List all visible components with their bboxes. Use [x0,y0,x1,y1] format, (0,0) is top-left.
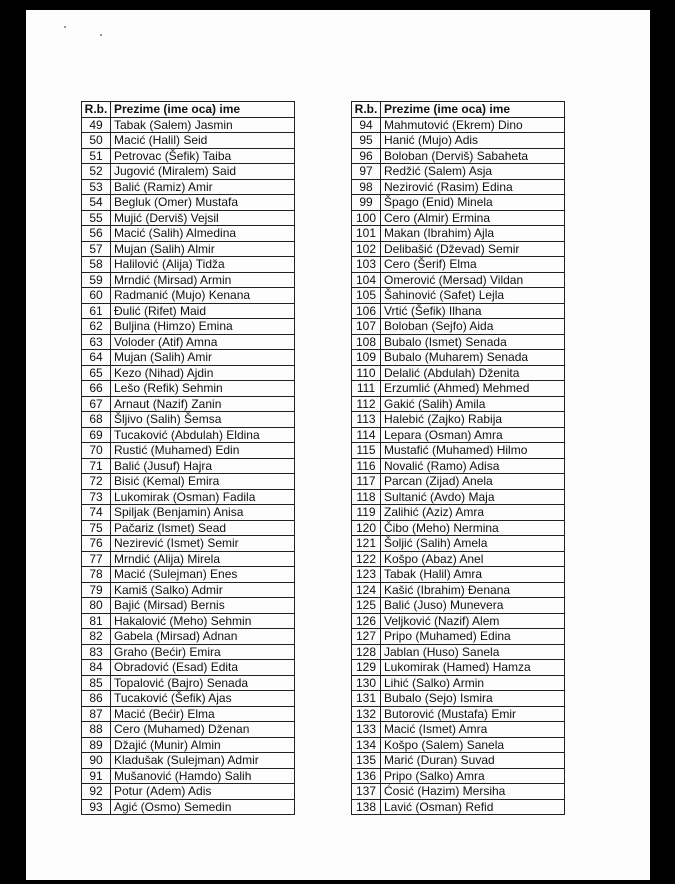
row-number: 96 [352,148,381,164]
row-number: 68 [82,412,111,428]
person-name: Lukomirak (Osman) Fadila [111,489,295,505]
person-name: Erzumlić (Ahmed) Mehmed [381,381,565,397]
row-number: 52 [82,164,111,180]
row-number: 57 [82,241,111,257]
person-name: Makan (Ibrahim) Ajla [381,226,565,242]
table-row [352,458,565,474]
person-name: Petrovac (Šefik) Taiba [111,148,295,164]
scan-speck [64,26,66,28]
person-name: Đulić (Rifet) Maid [111,303,295,319]
table-row [352,722,565,738]
person-name: Tabak (Salem) Jasmin [111,117,295,133]
person-name: Bubalo (Sejo) Ismira [381,691,565,707]
person-name: Cero (Šerif) Elma [381,257,565,273]
row-number: 97 [352,164,381,180]
row-number: 114 [352,427,381,443]
row-number: 108 [352,334,381,350]
person-name: Voloder (Atif) Amna [111,334,295,350]
table-row [352,675,565,691]
row-number: 91 [82,768,111,784]
person-name: Obradović (Esad) Edita [111,660,295,676]
row-number: 56 [82,226,111,242]
table-header-row [82,102,295,118]
row-number: 113 [352,412,381,428]
person-name: Balić (Jusuf) Hajra [111,458,295,474]
row-number: 79 [82,582,111,598]
table-row [352,737,565,753]
person-name: Ćosić (Hazim) Mersiha [381,784,565,800]
row-number: 131 [352,691,381,707]
person-name: Lešo (Refik) Sehmin [111,381,295,397]
row-number: 93 [82,799,111,815]
row-number: 118 [352,489,381,505]
person-name: Bubalo (Ismet) Senada [381,334,565,350]
table-row [82,303,295,319]
person-name: Tucaković (Abdulah) Eldina [111,427,295,443]
table-row [82,691,295,707]
person-name: Džajić (Munir) Almin [111,737,295,753]
person-name: Nezirević (Ismet) Semir [111,536,295,552]
table-row [82,427,295,443]
table-row [352,226,565,242]
person-name: Macić (Ismet) Amra [381,722,565,738]
person-name: Sultanić (Avdo) Maja [381,489,565,505]
person-name: Cero (Muhamed) Dženan [111,722,295,738]
row-number: 127 [352,629,381,645]
person-name: Butorović (Mustafa) Emir [381,706,565,722]
row-number: 73 [82,489,111,505]
row-number: 99 [352,195,381,211]
row-number: 94 [352,117,381,133]
row-number: 75 [82,520,111,536]
person-name: Halilović (Alija) Tidža [111,257,295,273]
row-number: 71 [82,458,111,474]
row-number: 76 [82,536,111,552]
table-row [82,722,295,738]
table-row [82,241,295,257]
table-row [82,319,295,335]
row-number: 104 [352,272,381,288]
table-row [82,737,295,753]
row-number: 69 [82,427,111,443]
row-number: 83 [82,644,111,660]
table-row [82,195,295,211]
person-name: Bisić (Kemal) Emira [111,474,295,490]
table-row [352,536,565,552]
row-number: 54 [82,195,111,211]
table-row [352,133,565,149]
table-row [82,288,295,304]
row-number: 136 [352,768,381,784]
person-name: Graho (Bećir) Emira [111,644,295,660]
table-row [82,629,295,645]
table-row [352,365,565,381]
person-name: Bubalo (Muharem) Senada [381,350,565,366]
row-number: 50 [82,133,111,149]
table-row [352,567,565,583]
person-name: Redžić (Salem) Asja [381,164,565,180]
table-row [352,660,565,676]
person-name: Vrtić (Šefik) Ilhana [381,303,565,319]
table-row [352,179,565,195]
person-name: Hanić (Mujo) Adis [381,133,565,149]
person-name: Macić (Bećir) Elma [111,706,295,722]
row-number: 55 [82,210,111,226]
table-row [82,520,295,536]
person-name: Macić (Salih) Almedina [111,226,295,242]
person-name: Boloban (Derviš) Sabaheta [381,148,565,164]
row-number: 106 [352,303,381,319]
row-number: 120 [352,520,381,536]
table-row [352,598,565,614]
person-name: Mujan (Salih) Amir [111,350,295,366]
person-name: Mrndić (Alija) Mirela [111,551,295,567]
person-name: Lihić (Salko) Armin [381,675,565,691]
scan-speck [100,34,102,36]
person-name: Tabak (Halil) Amra [381,567,565,583]
row-number: 65 [82,365,111,381]
row-number: 78 [82,567,111,583]
table-row [352,164,565,180]
table-row [352,334,565,350]
row-number: 121 [352,536,381,552]
row-number: 89 [82,737,111,753]
table-row [352,551,565,567]
person-name: Bajić (Mirsad) Bernis [111,598,295,614]
person-name: Špago (Enid) Minela [381,195,565,211]
table-row [352,210,565,226]
table-row [352,505,565,521]
table-row [82,396,295,412]
person-name: Agić (Osmo) Semedin [111,799,295,815]
row-number: 95 [352,133,381,149]
person-name: Pripo (Muhamed) Edina [381,629,565,645]
person-name: Mrndić (Mirsad) Armin [111,272,295,288]
table-row [352,629,565,645]
person-name: Kezo (Nihad) Ajdin [111,365,295,381]
person-name: Spiljak (Benjamin) Anisa [111,505,295,521]
row-number: 59 [82,272,111,288]
row-number: 115 [352,443,381,459]
row-number: 126 [352,613,381,629]
row-number: 122 [352,551,381,567]
row-number: 130 [352,675,381,691]
person-name: Mahmutović (Ekrem) Dino [381,117,565,133]
row-number: 86 [82,691,111,707]
row-number: 92 [82,784,111,800]
row-number: 129 [352,660,381,676]
row-number: 105 [352,288,381,304]
person-name: Čibo (Meho) Nermina [381,520,565,536]
person-name: Balić (Ramiz) Amir [111,179,295,195]
table-row [82,613,295,629]
name-header: Prezime (ime oca) ime [381,102,565,118]
table-row [82,164,295,180]
person-name: Macić (Halil) Seid [111,133,295,149]
person-name: Mujić (Derviš) Vejsil [111,210,295,226]
person-name: Pripo (Salko) Amra [381,768,565,784]
table-row [352,396,565,412]
table-row [352,706,565,722]
person-name: Delibašić (Dževad) Semir [381,241,565,257]
table-row [352,582,565,598]
table-row [82,133,295,149]
table-row [82,551,295,567]
row-number: 133 [352,722,381,738]
row-number: 124 [352,582,381,598]
person-name: Mušanović (Hamdo) Salih [111,768,295,784]
row-number: 82 [82,629,111,645]
table-row [82,412,295,428]
row-number: 117 [352,474,381,490]
row-number: 87 [82,706,111,722]
table-row [82,117,295,133]
row-number: 111 [352,381,381,397]
table-row [352,489,565,505]
table-row [82,675,295,691]
row-number: 138 [352,799,381,815]
row-number: 128 [352,644,381,660]
person-name: Kladušak (Sulejman) Admir [111,753,295,769]
row-number: 132 [352,706,381,722]
person-name: Šahinović (Safet) Lejla [381,288,565,304]
table-row [352,257,565,273]
person-name: Hakalović (Meho) Sehmin [111,613,295,629]
row-number: 102 [352,241,381,257]
table-row [82,706,295,722]
person-name: Lavić (Osman) Refid [381,799,565,815]
person-name: Macić (Sulejman) Enes [111,567,295,583]
row-number: 61 [82,303,111,319]
person-name: Veljković (Nazif) Alem [381,613,565,629]
row-number: 62 [82,319,111,335]
rb-header: R.b. [82,102,111,118]
table-row [352,288,565,304]
person-name: Košpo (Salem) Sanela [381,737,565,753]
row-number: 88 [82,722,111,738]
person-name: Pačariz (Ismet) Sead [111,520,295,536]
person-name: Cero (Almir) Ermina [381,210,565,226]
row-number: 74 [82,505,111,521]
table-row [82,567,295,583]
row-number: 100 [352,210,381,226]
person-name: Tucaković (Šefik) Ajas [111,691,295,707]
document-page [26,10,650,880]
row-number: 70 [82,443,111,459]
table-row [352,768,565,784]
roster-table-right [351,101,565,815]
table-header-row [352,102,565,118]
row-number: 103 [352,257,381,273]
person-name: Novalić (Ramo) Adisa [381,458,565,474]
person-name: Jablan (Huso) Sanela [381,644,565,660]
person-name: Radmanić (Mujo) Kenana [111,288,295,304]
row-number: 98 [352,179,381,195]
table-row [352,443,565,459]
row-number: 116 [352,458,381,474]
table-row [352,117,565,133]
table-row [352,613,565,629]
row-number: 90 [82,753,111,769]
row-number: 81 [82,613,111,629]
table-row [82,350,295,366]
person-name: Gabela (Mirsad) Adnan [111,629,295,645]
table-row [352,427,565,443]
row-number: 80 [82,598,111,614]
roster-table-left [81,101,295,815]
person-name: Rustić (Muhamed) Edin [111,443,295,459]
table-row [82,365,295,381]
table-row [352,148,565,164]
person-name: Gakić (Salih) Amila [381,396,565,412]
row-number: 84 [82,660,111,676]
person-name: Jugović (Miralem) Said [111,164,295,180]
row-number: 101 [352,226,381,242]
row-number: 53 [82,179,111,195]
table-row [352,799,565,815]
row-number: 67 [82,396,111,412]
table-row [352,319,565,335]
row-number: 110 [352,365,381,381]
table-row [352,272,565,288]
row-number: 77 [82,551,111,567]
table-row [82,381,295,397]
table-row [82,598,295,614]
table-row [352,644,565,660]
person-name: Šljivo (Salih) Šemsa [111,412,295,428]
table-row [82,257,295,273]
row-number: 63 [82,334,111,350]
person-name: Mustafić (Muhamed) Hilmo [381,443,565,459]
table-row [352,520,565,536]
person-name: Begluk (Omer) Mustafa [111,195,295,211]
person-name: Boloban (Sejfo) Aida [381,319,565,335]
table-row [82,226,295,242]
row-number: 58 [82,257,111,273]
row-number: 72 [82,474,111,490]
table-row [82,582,295,598]
row-number: 135 [352,753,381,769]
row-number: 109 [352,350,381,366]
table-row [82,660,295,676]
row-number: 60 [82,288,111,304]
person-name: Nezirović (Rasim) Edina [381,179,565,195]
person-name: Parcan (Zijad) Anela [381,474,565,490]
row-number: 85 [82,675,111,691]
person-name: Šoljić (Salih) Amela [381,536,565,552]
table-row [82,784,295,800]
rb-header: R.b. [352,102,381,118]
row-number: 119 [352,505,381,521]
table-row [82,489,295,505]
table-row [82,474,295,490]
table-row [352,195,565,211]
table-row [82,799,295,815]
person-name: Kašić (Ibrahim) Đenana [381,582,565,598]
person-name: Balić (Juso) Munevera [381,598,565,614]
row-number: 51 [82,148,111,164]
person-name: Zalihić (Aziz) Amra [381,505,565,521]
table-row [352,753,565,769]
person-name: Mujan (Salih) Almir [111,241,295,257]
table-row [352,241,565,257]
person-name: Lepara (Osman) Amra [381,427,565,443]
row-number: 112 [352,396,381,412]
table-row [82,179,295,195]
person-name: Buljina (Himzo) Emina [111,319,295,335]
row-number: 137 [352,784,381,800]
table-row [352,350,565,366]
person-name: Lukomirak (Hamed) Hamza [381,660,565,676]
table-row [352,474,565,490]
person-name: Kamiš (Salko) Admir [111,582,295,598]
person-name: Topalović (Bajro) Senada [111,675,295,691]
person-name: Arnaut (Nazif) Zanin [111,396,295,412]
row-number: 107 [352,319,381,335]
table-row [82,443,295,459]
table-row [352,303,565,319]
row-number: 64 [82,350,111,366]
person-name: Košpo (Abaz) Anel [381,551,565,567]
table-row [82,334,295,350]
row-number: 66 [82,381,111,397]
person-name: Halebić (Zajko) Rabija [381,412,565,428]
table-row [82,536,295,552]
table-row [82,458,295,474]
table-row [82,505,295,521]
table-row [352,412,565,428]
person-name: Omerović (Mersad) Vildan [381,272,565,288]
person-name: Potur (Adem) Adis [111,784,295,800]
row-number: 125 [352,598,381,614]
person-name: Delalić (Abdulah) Dženita [381,365,565,381]
row-number: 123 [352,567,381,583]
table-row [82,148,295,164]
table-row [82,210,295,226]
table-row [82,768,295,784]
table-row [352,691,565,707]
row-number: 134 [352,737,381,753]
row-number: 49 [82,117,111,133]
table-row [82,753,295,769]
table-row [352,381,565,397]
table-row [82,272,295,288]
table-row [82,644,295,660]
name-header: Prezime (ime oca) ime [111,102,295,118]
person-name: Marić (Duran) Suvad [381,753,565,769]
table-row [352,784,565,800]
